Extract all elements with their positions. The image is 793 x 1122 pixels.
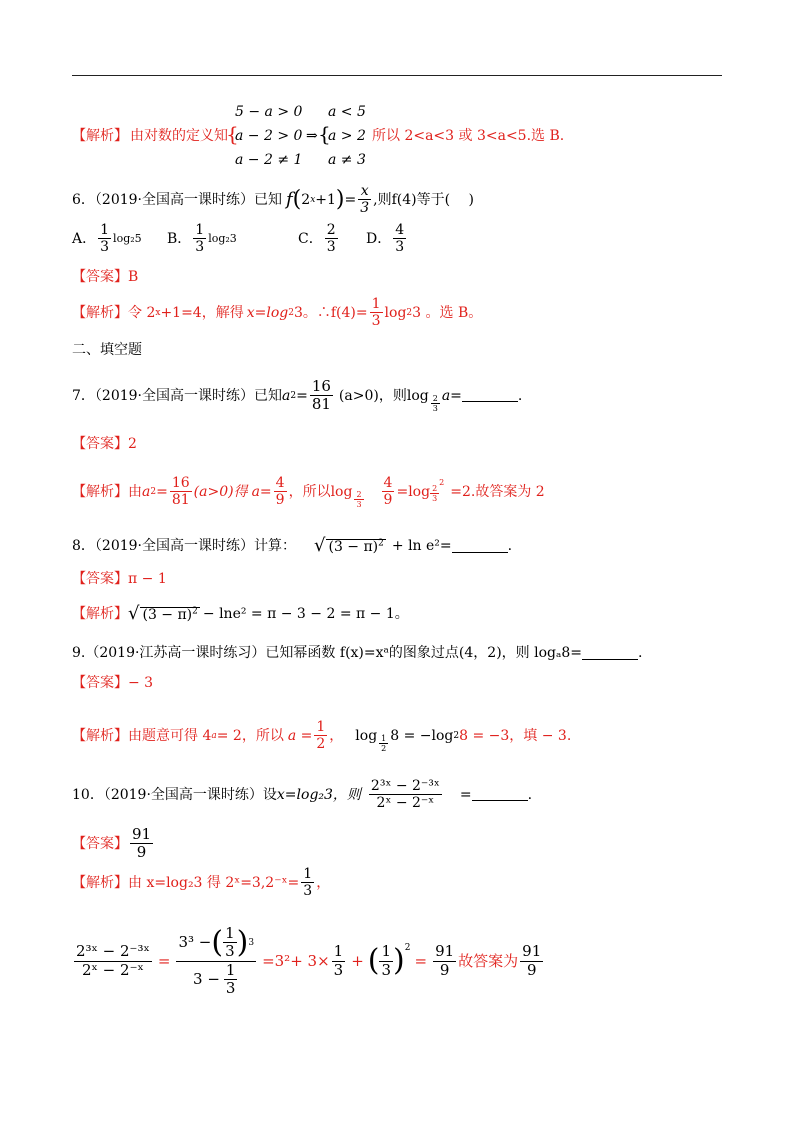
q6-answer (72, 270, 138, 284)
q5-result-line-3: a ≠ 3 (328, 152, 366, 168)
q10-calc-mid-num: 3³ − ( $\frac{1}{3}$ ) 3 (178, 924, 255, 961)
q6-option-d-num: 4 (395, 222, 405, 238)
q8-radicand-text: (3 − π) (328, 538, 379, 555)
q6-eq: = (344, 191, 357, 208)
q5-brace-right: { (318, 122, 331, 146)
q8-an-tail: − lne² = π − 3 − 2 = π − 1。 (202, 606, 409, 622)
q10-calc-frac (332, 943, 346, 979)
q10-calc-frac-den: 3 (333, 960, 344, 979)
q10-calc-mid-num-frac-num: 1 (225, 924, 235, 942)
q10-end: . (527, 786, 533, 803)
q8-radicand-exp: 2 (378, 537, 384, 548)
q6-fraction (358, 183, 371, 216)
q9-stem (72, 646, 642, 660)
q5-analysis-lead: 由对数的定义知 (130, 128, 228, 144)
q9-answer-value: − 3 (128, 675, 154, 691)
q7-an-log-base2-num: 2 (432, 484, 438, 493)
q6-answer-tag: 【答案】 (72, 269, 128, 285)
q9-an-frac (314, 719, 327, 752)
q7-answer-tag: 【答案】 (72, 436, 128, 452)
q9-answer-tag: 【答案】 (72, 675, 128, 691)
q7-log-base-num: 2 (432, 394, 438, 404)
q8-tail: + ln e²= (391, 538, 452, 554)
q7-log-base-den: 3 (432, 404, 438, 414)
q7-an-log-base2-den: 3 (432, 494, 438, 504)
q7-an-frac1-den: 81 (171, 492, 190, 509)
q10-calc-mid-num-frac-den: 3 (225, 942, 235, 961)
q7-cond: (a>0)，则 (338, 387, 407, 404)
q10-calc-mid (176, 925, 256, 997)
q10-answer-frac (130, 826, 153, 862)
q6-inner-base: 2 (301, 191, 311, 208)
q10-calc-final-num: 91 (522, 942, 542, 961)
q6-stem: 6．（2019·全国高一课时练）已知 f ( 2 x +1 ) = $\frac{x}{3}$ ,则f(4)等于( ) (72, 183, 474, 217)
q7-an-a: 由 (128, 483, 142, 500)
q7-log-base (431, 394, 440, 413)
q9-an-a: 由题意可得 4 (128, 727, 212, 744)
q6-option-b-tail: log₂3 (208, 232, 237, 246)
q5-analysis-tag: 【解析】 (72, 128, 128, 144)
q5-brace: { (226, 122, 239, 146)
q6-option-a-key: A． (72, 230, 97, 247)
q6-option-a-tail: log₂5 (113, 232, 142, 246)
q6-option-d-den: 3 (395, 239, 405, 256)
q7-analysis-tag: 【解析】 (72, 483, 128, 500)
q7-an-frac2-den: 9 (275, 492, 285, 509)
q6-option-d-frac (393, 222, 406, 255)
q7-frac-num: 16 (311, 377, 331, 395)
q10-calc-paren-den: 3 (381, 960, 392, 979)
q6-stem-pre: 6．（2019·全国高一课时练）已知 (72, 191, 282, 208)
q9-an-b: = 2，所以 (216, 727, 284, 744)
q10-calc-paren-num: 1 (381, 942, 392, 961)
q7-eq: = (296, 387, 308, 404)
q8-analysis-tag: 【解析】 (72, 606, 128, 622)
q6-open-paren: ( (292, 186, 302, 212)
q7-log: log (406, 387, 429, 404)
q7-an-log: log (330, 483, 353, 500)
q10-calc-paren2-close: ) (393, 943, 405, 978)
q10-calc-final-den: 9 (526, 960, 537, 979)
q10-calc-paren2-open: ( (367, 943, 380, 978)
q6-option-c-num: 2 (326, 222, 336, 238)
q7-an-frac3-den: 9 (383, 492, 393, 509)
q6-option-d-key: D． (366, 230, 392, 247)
q7-stem-pre: 7．（2019·全国高一课时练）已知 (72, 387, 282, 404)
q7-an-frac2 (274, 475, 287, 508)
q7-an-d: (a>0)得 (193, 483, 248, 500)
q6-answer-value: B (128, 269, 139, 285)
q7-an-frac2-num: 4 (275, 475, 285, 492)
q7-end: . (517, 387, 523, 404)
q7-stem: 7．（2019·全国高一课时练）已知 a 2 = $\frac{16}{81}$ (a>0)，则 log $\frac{2}{3}$ a = . (72, 377, 523, 414)
q6-option-b (167, 222, 237, 255)
q6-frac-den: 3 (360, 200, 370, 217)
q8-blank (452, 540, 508, 553)
q10-calc-mid-den (176, 962, 256, 998)
q7-an-b: a (142, 483, 151, 500)
q7-tail: = (450, 387, 462, 404)
q10-eq: = (459, 786, 472, 803)
q5-system-line-2: a − 2 > 0 (235, 128, 303, 144)
q7-an-h: log (408, 483, 431, 500)
q6-f: f (286, 188, 293, 210)
q7-analysis: 【解析】 由 a 2 = $\frac{16}{81}$ (a>0)得 a= $\frac{4}{9}$ ，所以 log $\frac{2}{3}$ $\frac{4}{9}$ = log $\frac{2}{3}$ 2 =2.故答案为 2 (72, 475, 545, 510)
q5-implies: ⇒ (306, 128, 318, 144)
q6-analysis-frac-num: 1 (371, 296, 381, 312)
q10-an-frac (301, 866, 314, 899)
q8-stem (72, 537, 512, 555)
q6-analysis-tag: 【解析】 (72, 304, 128, 321)
q10-calc-lhs-den: 2ˣ − 2⁻ˣ (82, 960, 144, 979)
q5-system-line-3: a − 2 ≠ 1 (235, 152, 303, 168)
q6-analysis-c: x=log (246, 304, 289, 321)
q7-an-frac3-num: 4 (383, 475, 393, 492)
q10-calc-result (433, 943, 456, 979)
q10-stem-mid: x=log₂3，则 (276, 786, 361, 803)
q8-an-radicand-exp: 2 (192, 605, 198, 616)
q9-an-d: ， (329, 727, 344, 744)
q10-calc-paren-open: ( (211, 924, 224, 960)
q8-answer-tag: 【答案】 (72, 571, 128, 587)
q10-calc-final (520, 943, 543, 979)
q10-calc-result-den: 9 (439, 960, 450, 979)
q10-calc-frac-num: 1 (333, 942, 344, 961)
q8-an-radicand (140, 607, 199, 622)
q7-an-frac1-num: 16 (171, 475, 190, 492)
q10-answer (72, 826, 155, 862)
q10-calc-result-num: 91 (435, 942, 455, 961)
section-fill-in-title: 二、填空题 (72, 342, 142, 358)
q10-calc-e: 故答案为 (458, 951, 519, 970)
q10-calc-d: = (414, 951, 428, 970)
q7-an-log-base2 (430, 484, 439, 503)
q9-an-g: 8 = −3，填 − 3. (459, 727, 572, 744)
q10-calc-paren-close: ) (236, 924, 249, 960)
q8-answer-value: π − 1 (128, 571, 167, 587)
q8-an-radicand-text: (3 − π) (142, 606, 193, 623)
q6-option-c (298, 222, 340, 255)
q7-an-log-base-den: 3 (356, 500, 362, 510)
q10-calc-lhs (74, 943, 152, 979)
q10-an-frac-den: 3 (303, 883, 313, 900)
q10-an-b: ， (316, 874, 331, 891)
q10-calc-lhs-num: 2³ˣ − 2⁻³ˣ (76, 942, 150, 961)
q8-radicand (326, 539, 385, 554)
q6-analysis-e: log (384, 304, 407, 321)
q6-close-paren: ) (335, 186, 345, 212)
q6-option-b-key: B． (167, 230, 192, 247)
q10-calc-eq: = (157, 951, 171, 970)
q10-analysis (72, 866, 330, 899)
q6-option-b-den: 3 (195, 239, 205, 256)
q10-an-a: 由 x=log₂3 得 2ˣ=3,2⁻ˣ= (128, 874, 300, 891)
q8-an-sqrt-sign: √ (128, 603, 140, 624)
q7-frac-den: 81 (311, 395, 331, 414)
q10-stem-pre: 10．（2019·全国高一课时练）设 (72, 786, 277, 803)
q10-calc-mid-den-a: 3 − (193, 969, 220, 988)
q6-option-b-frac (193, 222, 206, 255)
q7-an-c: = (156, 483, 168, 500)
q9-an-log-base-num: 1 (381, 734, 387, 743)
q9-an-frac-den: 2 (316, 736, 326, 753)
q10-calc-b: =3²+ 3× (262, 951, 330, 970)
q7-an-log-base-num: 2 (356, 490, 362, 499)
q8-analysis (72, 605, 409, 623)
q6-option-a-num: 1 (100, 222, 110, 238)
q6-analysis-frac-den: 3 (371, 313, 381, 330)
q9-analysis: 【解析】 由题意可得 4 a = 2，所以 a = $\frac{1}{2}$ ， log $\frac{1}{2}$ 8 = −log 2 8 = −3，填 − 3. (72, 719, 572, 754)
q7-frac (310, 378, 333, 414)
q6-analysis-a: 令 2 (128, 304, 156, 321)
q8-end: . (507, 538, 513, 554)
q7-var: a (441, 387, 451, 404)
q7-an-i: =2.故答案为 2 (450, 483, 545, 500)
q6-frac-num: x (358, 183, 371, 200)
q10-answer-num: 91 (132, 825, 152, 843)
q10-calc-mid-num-a: 3³ − (178, 933, 212, 952)
q9-an-e: log (355, 727, 378, 744)
q9-an-f: 8 = −log (390, 727, 454, 744)
q6-analysis: 【解析】 令 2 x +1=4，解得 x=log 2 3。∴f(4)= $\frac{1}{3}$ log 2 3 。选 B。 (72, 296, 483, 330)
q6-option-b-num: 1 (195, 222, 205, 238)
q8-answer (72, 572, 167, 586)
q9-stem-text: 9.（2019·江苏高一课时练习）已知幂函数 f(x)=xᵃ的图象过点(4，2)，则 logₐ8= (72, 645, 583, 661)
q7-an-log-base (354, 490, 363, 509)
q10-frac (369, 778, 442, 811)
q9-an-log-base (379, 734, 388, 753)
q9-an-frac-num: 1 (316, 719, 326, 736)
q10-an-frac-num: 1 (303, 866, 313, 882)
q6-option-a-frac (98, 222, 111, 255)
q8-stem-pre: 8．（2019·全国高一课时练）计算： (72, 538, 296, 554)
q6-option-a-den: 3 (100, 239, 110, 256)
q10-calc-mid-den-frac (224, 962, 238, 998)
q6-stem-post: ,则f(4)等于( ) (373, 191, 474, 208)
q7-an-e: a= (251, 483, 272, 500)
q7-an-f: ，所以 (288, 483, 331, 500)
q7-an-frac3 (382, 475, 395, 508)
q10-stem (72, 778, 532, 811)
q10-answer-tag: 【答案】 (72, 835, 128, 852)
q7-an-frac1 (170, 475, 192, 508)
q5-system-line-1: 5 − a > 0 (235, 104, 303, 120)
q9-end: . (638, 645, 643, 661)
q6-option-c-frac (325, 222, 338, 255)
q5-conclusion: 所以 2<a<3 或 3<a<5.选 B. (372, 128, 565, 144)
q6-inner-tail: +1 (315, 191, 336, 208)
q9-an-c: a = (287, 727, 313, 744)
q8-sqrt-sign: √ (314, 535, 326, 556)
q6-analysis-b: +1=4，解得 (160, 304, 244, 321)
q6-option-a (72, 222, 142, 255)
q10-calc: $\frac{\text{2³ˣ − 2⁻³ˣ}}{\text{2ˣ − 2⁻ˣ}}$ = 3³ − ( $\frac{1}{3}$ ) 3 3 − $\frac{1}{3}$ =3²+ 3× $\frac{1}{3}$ + ( $\frac{1}{3}$ ) 2 = $\frac{91}{9}$ 故答案为 $\frac{91}{9}$ (76, 924, 542, 997)
q10-blank (472, 788, 528, 801)
q7-an-g: = (396, 483, 409, 500)
q9-answer (72, 676, 153, 690)
q10-analysis-tag: 【解析】 (72, 874, 128, 891)
q6-analysis-frac (370, 296, 383, 329)
q6-analysis-d: 3。∴f(4)= (293, 304, 368, 321)
q10-calc-mid-den-frac-num: 1 (225, 960, 236, 979)
q9-an-log-base-den: 2 (381, 744, 387, 754)
q6-analysis-f: 3 。选 B。 (412, 304, 483, 321)
q10-calc-paren-frac (379, 943, 393, 979)
q7-blank (462, 389, 518, 402)
header-rule (72, 75, 722, 76)
q10-calc-mid-den-frac-den: 3 (225, 978, 236, 997)
q10-calc-c: + (351, 951, 364, 970)
q9-blank (582, 647, 638, 660)
q6-option-d (366, 222, 408, 255)
q9-analysis-tag: 【解析】 (72, 727, 128, 744)
q6-option-c-key: C． (298, 230, 323, 247)
q10-frac-den: 2ˣ − 2⁻ˣ (376, 795, 435, 812)
q7-answer-value: 2 (128, 436, 137, 452)
q10-answer-den: 9 (136, 843, 147, 862)
q5-result-line-1: a < 5 (328, 104, 366, 120)
q10-calc-mid-num-frac (223, 925, 237, 961)
q5-result-line-2: a > 2 (328, 128, 366, 144)
q7-answer (72, 437, 137, 451)
q6-option-c-den: 3 (326, 239, 336, 256)
q7-an-exp: 2 (439, 477, 445, 487)
q10-frac-num: 2³ˣ − 2⁻³ˣ (370, 778, 440, 794)
q7-a: a (282, 387, 291, 404)
